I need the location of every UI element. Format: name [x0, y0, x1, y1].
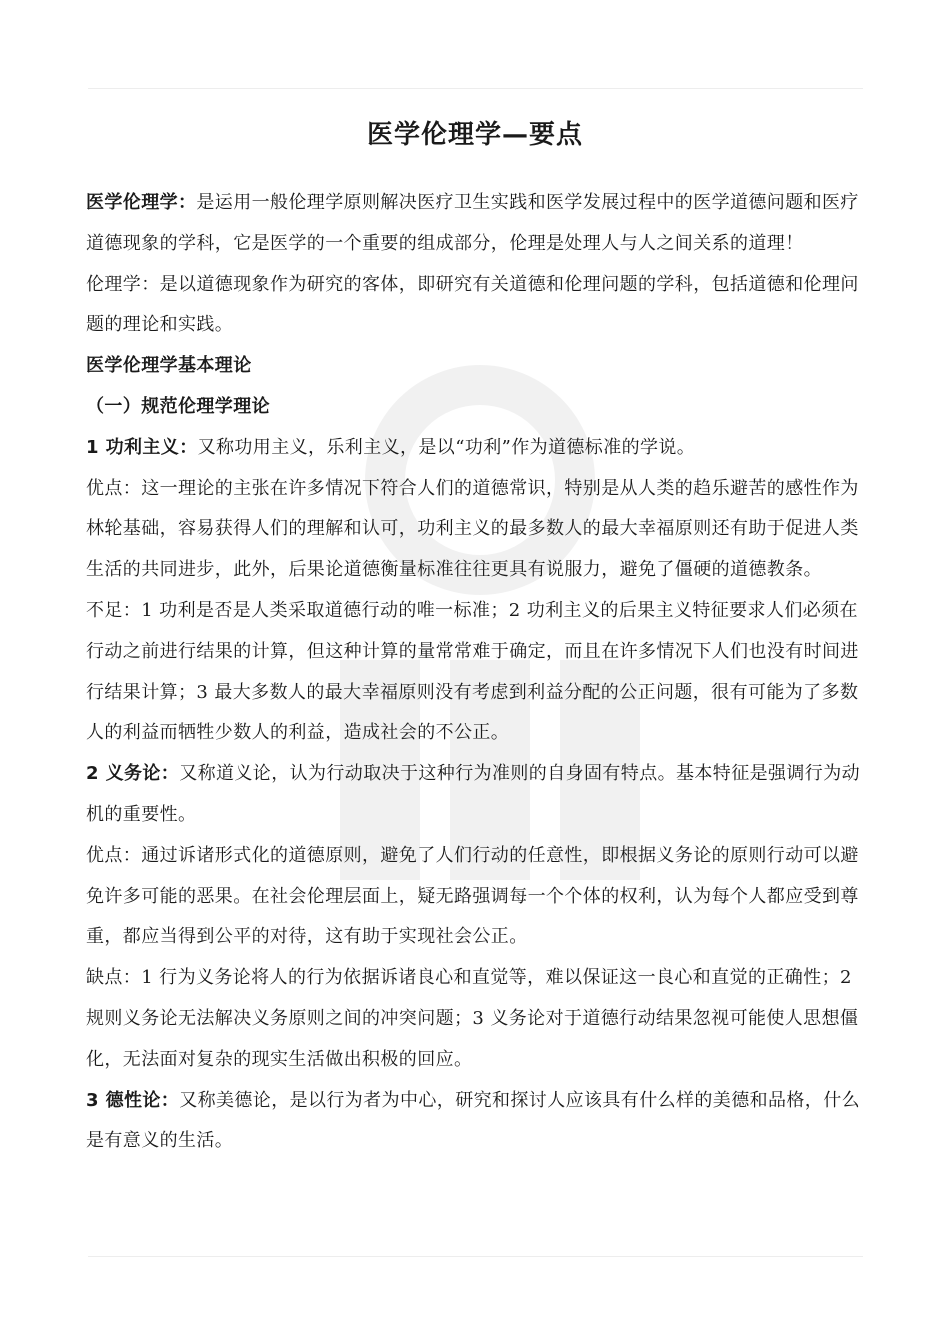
paragraph-text: 缺点：1 行为义务论将人的行为依据诉诸良心和直觉等，难以保证这一良心和直觉的正确性；2 规则义务论无法解决义务原则之间的冲突问题；3 义务论对于道德行动结果忽视可能使人思想僵化，无法面对复杂的现实生活做出积极的回应。	[86, 967, 859, 1070]
term-label: 2 义务论：	[86, 763, 180, 785]
term-label: 1 功利主义：	[86, 436, 198, 458]
paragraph-text: 优点：这一理论的主张在许多情况下符合人们的道德常识，特别是从人类的趋乐避苦的感性作为林轮基础，容易获得人们的理解和认可，功利主义的最多数人的最大幸福原则还有助于促进人类生活的共同进步，此外，后果论道德衡量标准往往更具有说服力，避免了僵硬的道德教条。	[86, 477, 859, 581]
paragraph	[86, 958, 876, 1080]
paragraph-text: 不足：1 功利是否是人类采取道德行动的唯一标准；2 功利主义的后果主义特征要求人们必须在行动之前进行结果的计算，但这种计算的量常常难于确定，而且在许多情况下人们也没有时间进行结果计算；3 最大多数人的最大幸福原则没有考虑到利益分配的公正问题，很有可能为了多数人的利益而牺牲少数人的利益，造成社会的不公正。	[86, 599, 859, 744]
paragraph	[86, 183, 876, 265]
paragraph	[86, 428, 876, 469]
paragraph-text: 又称道义论，认为行动取决于这种行为准则的自身固有特点。基本特征是强调行为动机的重要性。	[86, 763, 860, 825]
paragraph-text: 又称美德论，是以行为者为中心，研究和探讨人应该具有什么样的美德和品格，什么是有意义的生活。	[86, 1089, 860, 1152]
page-title: 医学伦理学—要点	[366, 120, 583, 150]
header-rule	[88, 88, 863, 89]
term-label: 医学伦理学：	[86, 192, 197, 213]
paragraph	[86, 754, 876, 836]
footer-rule	[88, 1256, 863, 1257]
paragraph-text: 伦理学：是以道德现象作为研究的客体，即研究有关道德和伦理问题的学科，包括道德和伦理问题的理论和实践。	[86, 273, 859, 336]
paragraph	[86, 591, 876, 754]
paragraph	[86, 1081, 876, 1163]
paragraph-text: 又称功用主义，乐利主义，是以“功利”作为道德标准的学说。	[197, 436, 696, 458]
paragraph-text: 是运用一般伦理学原则解决医疗卫生实践和医学发展过程中的医学道德问题和医疗道德现象的学科，它是医学的一个重要的组成部分，伦理是处理人与人之间关系的道理！	[86, 192, 859, 254]
term-label: 3 德性论：	[86, 1089, 180, 1111]
section-heading: 医学伦理学基本理论	[86, 355, 252, 377]
paragraph	[86, 265, 876, 347]
paragraph	[86, 836, 876, 958]
paragraph-text: 优点：通过诉诸形式化的道德原则，避免了人们行动的任意性，即根据义务论的原则行动可以避免许多可能的恶果。在社会伦理层面上，疑无路强调每一个个体的权利，认为每个人都应受到尊重，都应当得到公平的对待，这有助于实现社会公正。	[86, 844, 859, 948]
paragraph	[86, 469, 876, 591]
document-body	[86, 183, 876, 1162]
section-heading: （一）规范伦理学理论	[86, 395, 270, 417]
